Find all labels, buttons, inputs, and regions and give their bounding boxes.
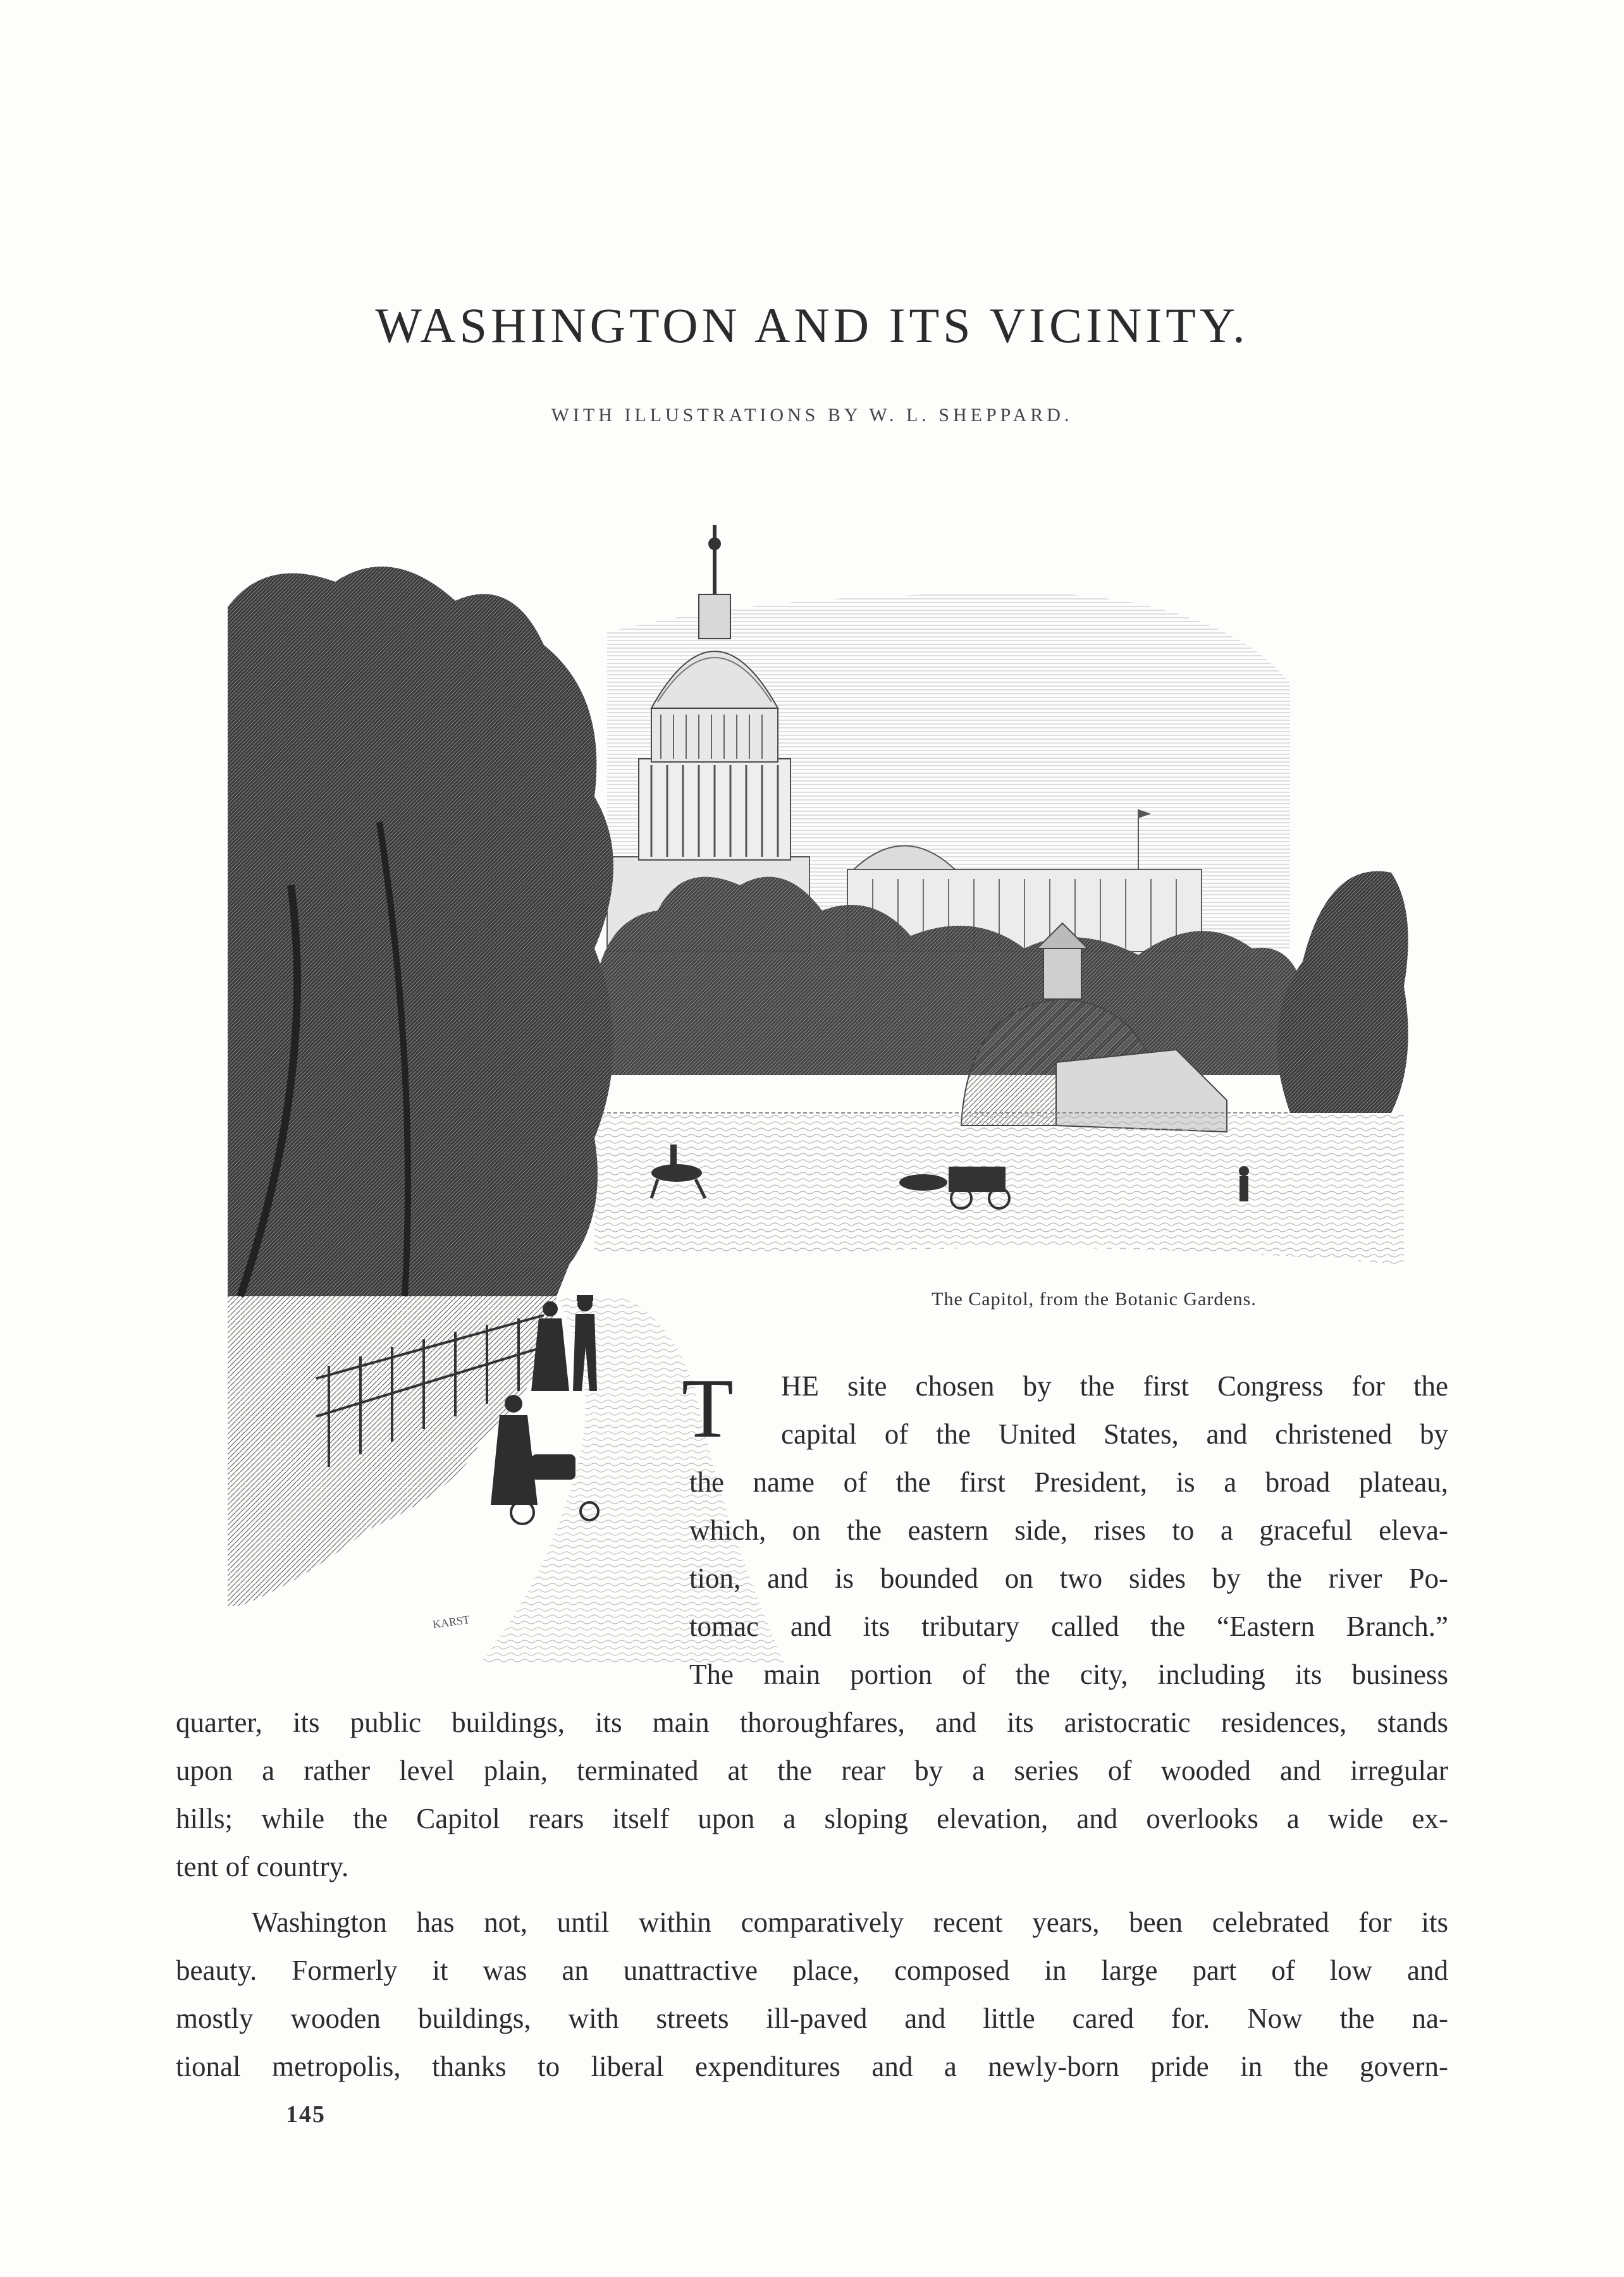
body-line: tional metropolis, thanks to liberal expenditures and a newly-born pride in the govern- (176, 2051, 1448, 2082)
illustration-caption: The Capitol, from the Botanic Gardens. (932, 1289, 1257, 1310)
body-line: the name of the first President, is a broad plateau, (689, 1466, 1448, 1498)
body-line: which, on the eastern side, rises to a graceful eleva- (689, 1514, 1448, 1546)
artist-signature: KARST (431, 1612, 471, 1631)
body-line: beauty. Formerly it was an unattractive place, composed in large part of low and (176, 1955, 1448, 1986)
body-line: upon a rather level plain, terminated at the rear by a series of wooded and irregular (176, 1755, 1448, 1786)
page-subtitle: WITH ILLUSTRATIONS BY W. L. SHEPPARD. (551, 405, 1073, 426)
body-line: tent of country. (176, 1851, 349, 1882)
body-line: tomac and its tributary called the “Eastern Branch.” (689, 1611, 1448, 1642)
body-line: capital of the United States, and christened by (781, 1418, 1448, 1450)
drop-cap: T (682, 1361, 734, 1455)
body-line: tion, and is bounded on two sides by the river Po- (689, 1562, 1448, 1594)
body-line: hills; while the Capitol rears itself upon a sloping elevation, and overlooks a wide ex- (176, 1803, 1448, 1834)
page-title: WASHINGTON AND ITS VICINITY. (375, 298, 1249, 353)
body-line: Washington has not, until within comparatively recent years, been celebrated for its (252, 1906, 1448, 1938)
body-line: quarter, its public buildings, its main thoroughfares, and its aristocratic residences, stands (176, 1707, 1448, 1738)
page-number: 145 (286, 2101, 326, 2128)
body-line: mostly wooden buildings, with streets ill-paved and little cared for. Now the na- (176, 2003, 1448, 2034)
right-tree (1277, 871, 1408, 1113)
foreground-trees (228, 567, 613, 1296)
body-line: The main portion of the city, including its business (689, 1659, 1448, 1690)
body-line: HE site chosen by the first Congress for the (781, 1370, 1448, 1402)
